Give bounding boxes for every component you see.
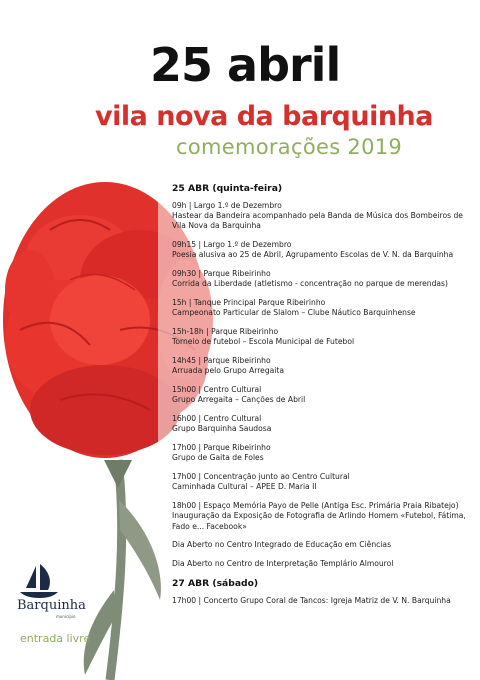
event-description: Caminhada Cultural – APEE D. Maria II xyxy=(172,482,317,492)
event-description: Corrida da Liberdade (atletismo - concentração no parque de merendas) xyxy=(172,279,448,289)
logo-name: Barquinha xyxy=(17,598,86,613)
event-item xyxy=(172,472,472,492)
event-time-place: Dia Aberto no Centro Integrado de Educação em Ciências xyxy=(172,540,392,550)
event-description: Campeonato Particular de Slalom – Clube Náutico Barquinhense xyxy=(172,308,416,318)
event-item xyxy=(172,414,472,434)
event-item xyxy=(172,356,472,376)
flower-sepal xyxy=(104,460,132,488)
event-item xyxy=(172,240,472,260)
event-time-place: 15h00 | Centro Cultural xyxy=(172,385,262,395)
day-header: 25 ABR (quinta-feira) xyxy=(172,183,283,194)
day-section xyxy=(172,578,472,606)
event-time-place: 17h00 | Concerto Grupo Coral de Tancos: Igreja Matriz de V. N. Barquinha xyxy=(172,596,451,605)
event-description: Grupo de Gaita de Foles xyxy=(172,453,264,463)
event-time-place: 17h00 | Parque Ribeirinho xyxy=(172,443,271,453)
event-time-place: 09h15 | Largo 1.º de Dezembro xyxy=(172,240,292,250)
event-item xyxy=(172,201,472,232)
place-title: vila nova da barquinha xyxy=(95,101,433,132)
event-item xyxy=(172,385,472,405)
event-time-place: 09h | Largo 1.º de Dezembro xyxy=(172,201,282,210)
event-description: Arruada pelo Grupo Arregaita xyxy=(172,366,285,376)
event-description: Inauguração da Exposição de Fotografia de Arlindo Homem «Futebol, Fátima, Fado e... Facebook» xyxy=(172,511,466,531)
event-item xyxy=(172,327,472,347)
event-item xyxy=(172,298,472,318)
event-time-place: 17h00 | Concentração junto ao Centro Cultural xyxy=(172,472,350,482)
event-description: Torneio de futebol – Escola Municipal de Futebol xyxy=(172,337,355,347)
page-title: 25 abril xyxy=(150,38,341,92)
event-item xyxy=(172,559,472,569)
event-time-place: 15h-18h | Parque Ribeirinho xyxy=(172,327,279,337)
event-item xyxy=(172,596,472,606)
entrada-livre: entrada livre xyxy=(20,632,91,645)
event-description: Hastear da Bandeira acompanhado pela Banda de Música dos Bombeiros de Vila Nova da Barquinha xyxy=(172,211,463,231)
event-time-place: 15h | Tanque Principal Parque Ribeirinho xyxy=(172,298,326,308)
event-time-place: 16h00 | Centro Cultural xyxy=(172,414,262,424)
event-item xyxy=(172,443,472,463)
event-item xyxy=(172,540,472,550)
subtitle: comemorações 2019 xyxy=(176,135,403,159)
event-time-place: Dia Aberto no Centro de Interpretação Templário Almourol xyxy=(172,559,394,569)
event-time-place: 14h45 | Parque Ribeirinho xyxy=(172,356,271,366)
event-item xyxy=(172,269,472,289)
logo-small-text: município xyxy=(56,614,76,619)
day-header: 27 ABR (sábado) xyxy=(172,578,259,589)
event-description: Grupo Barquinha Saudosa xyxy=(172,424,272,434)
event-time-place: 09h30 | Parque Ribeirinho xyxy=(172,269,271,279)
event-item xyxy=(172,501,472,532)
day-section xyxy=(172,183,472,569)
event-description: Grupo Arregaita – Canções de Abril xyxy=(172,395,306,405)
flower-stem xyxy=(110,460,122,680)
event-description: Poesia alusiva ao 25 de Abril, Agrupamento Escolas de V. N. da Barquinha xyxy=(172,250,454,260)
event-time-place: 18h00 | Espaço Memória Payo de Pelle (Antiga Esc. Primária Praia Ribatejo) xyxy=(172,501,459,511)
schedule xyxy=(172,183,472,615)
